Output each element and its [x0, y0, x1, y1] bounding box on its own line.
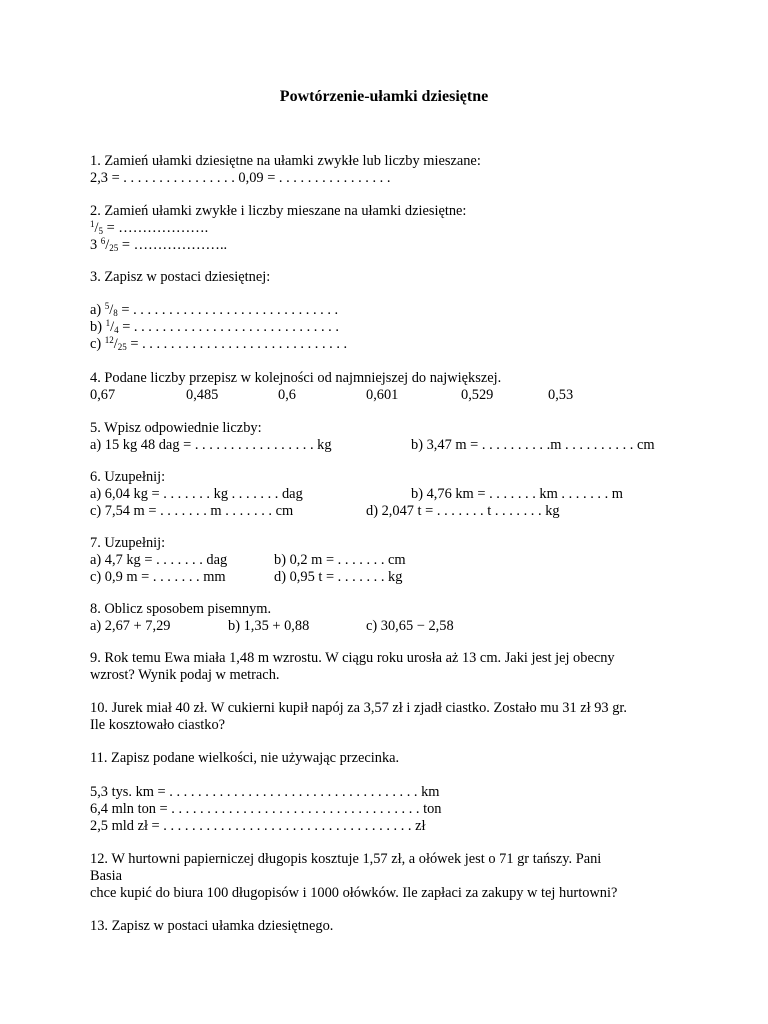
q4-number: 0,485 [186, 387, 219, 403]
q6-task-c: c) 7,54 m = . . . . . . . m . . . . . . . cm [90, 503, 294, 519]
q4-number: 0,529 [461, 387, 494, 403]
q11-task-c: 2,5 mld zł = . . . . . . . . . . . . . . . . . . . . . . . . . . . . . . . . . . . zł [90, 818, 426, 834]
q4-prompt: 4. Podane liczby przepisz w kolejności od najmniejszej do największej. [90, 370, 502, 386]
q10-line1: 10. Jurek miał 40 zł. W cukierni kupił napój za 3,57 zł i zjadł ciastko. Zostało mu 31 zł 93 gr. [90, 700, 628, 716]
q6-prompt: 6. Uzupełnij: [90, 469, 166, 485]
q8-task-b: b) 1,35 + 0,88 [228, 618, 310, 634]
q2-task-a: $^1/_5$ = ………………. [90, 219, 209, 236]
q6-task-a: a) 6,04 kg = . . . . . . . kg . . . . . . . dag [90, 486, 303, 502]
q3-task-c: c) $^{12}/_{25}$ = . . . . . . . . . . . . . . . . . . . . . . . . . . . . . [90, 335, 348, 352]
q7-task-a: a) 4,7 kg = . . . . . . . dag [90, 552, 228, 568]
q5-task-b: b) 3,47 m = . . . . . . . . . .m . . . . . . . . . . cm [411, 437, 655, 453]
q12-line1: 12. W hurtowni papierniczej długopis kosztuje 1,57 zł, a ołówek jest o 71 gr tańszy. Pani [90, 851, 602, 867]
fraction-denominator: 25 [109, 243, 119, 253]
fraction-numerator: 6 [100, 236, 106, 246]
q8-task-c: c) 30,65 − 2,58 [366, 618, 454, 634]
q6-task-d: d) 2,047 t = . . . . . . . t . . . . . . . kg [366, 503, 560, 519]
q5-task-a: a) 15 kg 48 dag = . . . . . . . . . . . . . . . . . kg [90, 437, 332, 453]
q8-task-a: a) 2,67 + 7,29 [90, 618, 171, 634]
q3-task-b: b) $^1/_4$ = . . . . . . . . . . . . . . . . . . . . . . . . . . . . . [90, 318, 339, 335]
q12-line2: Basia [90, 868, 122, 884]
q12-line3: chce kupić do biura 100 długopisów i 1000 ołówków. Ile zapłaci za zakupy w tej hurtowni? [90, 885, 618, 901]
q7-task-c: c) 0,9 m = . . . . . . . mm [90, 569, 226, 585]
q4-number: 0,6 [278, 387, 296, 403]
q5-prompt: 5. Wpisz odpowiednie liczby: [90, 420, 262, 436]
q8-prompt: 8. Oblicz sposobem pisemnym. [90, 601, 272, 617]
q4-number: 0,601 [366, 387, 399, 403]
q10-line2: Ile kosztowało ciastko? [90, 717, 226, 733]
q2-task-b: 3 $^6/_{25}$ = ……………….. [90, 236, 228, 253]
q13-prompt: 13. Zapisz w postaci ułamka dziesiętnego. [90, 918, 334, 934]
q4-number: 0,67 [90, 387, 116, 403]
q4-number: 0,53 [548, 387, 574, 403]
fraction-numerator: 1 [90, 219, 95, 229]
q7-task-d: d) 0,95 t = . . . . . . . kg [274, 569, 403, 585]
q7-prompt: 7. Uzupełnij: [90, 535, 166, 551]
q9-line1: 9. Rok temu Ewa miała 1,48 m wzrostu. W ciągu roku urosła aż 13 cm. Jaki jest jej obecny [90, 650, 615, 666]
q3-prompt: 3. Zapisz w postaci dziesiętnej: [90, 269, 271, 285]
q11-prompt: 11. Zapisz podane wielkości, nie używając przecinka. [90, 750, 400, 766]
q11-task-a: 5,3 tys. km = . . . . . . . . . . . . . . . . . . . . . . . . . . . . . . . . . . . km [90, 784, 440, 800]
q3-task-a: a) $^5/_8$ = . . . . . . . . . . . . . . . . . . . . . . . . . . . . . [90, 301, 339, 318]
q7-task-b: b) 0,2 m = . . . . . . . cm [274, 552, 406, 568]
q9-line2: wzrost? Wynik podaj w metrach. [90, 667, 280, 683]
q2-prompt: 2. Zamień ułamki zwykłe i liczby mieszane na ułamki dziesiętne: [90, 203, 467, 219]
fraction-denominator: 5 [98, 226, 103, 236]
q1-task: 2,3 = . . . . . . . . . . . . . . . . 0,09 = . . . . . . . . . . . . . . . . [90, 170, 391, 186]
q6-task-b: b) 4,76 km = . . . . . . . km . . . . . . . m [411, 486, 623, 502]
q1-prompt: 1. Zamień ułamki dziesiętne na ułamki zwykłe lub liczby mieszane: [90, 153, 481, 169]
q11-task-b: 6,4 mln ton = . . . . . . . . . . . . . . . . . . . . . . . . . . . . . . . . . . . ton [90, 801, 442, 817]
page-title: Powtórzenie-ułamki dziesiętne [279, 88, 489, 105]
